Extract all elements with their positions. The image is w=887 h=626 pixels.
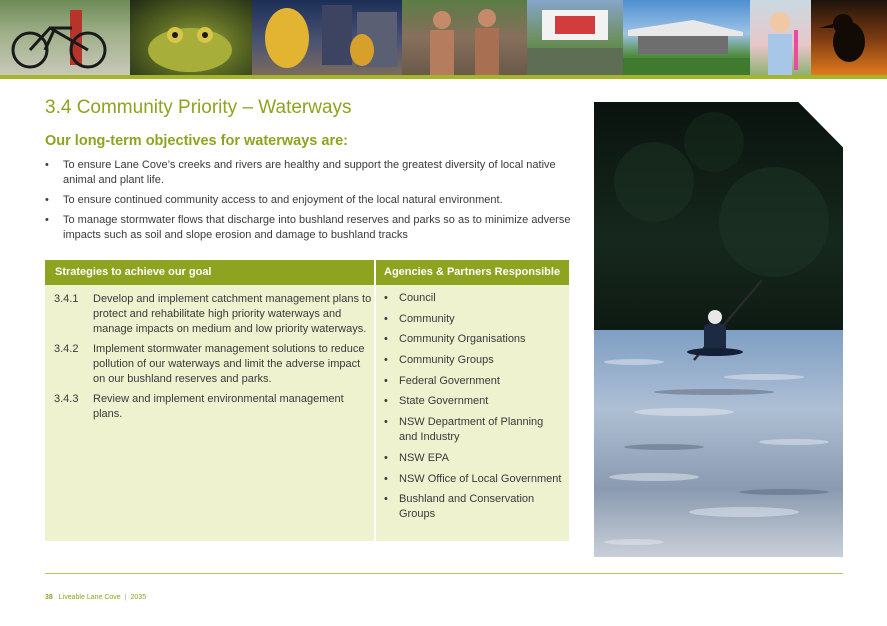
banner-photo-outdoor-concert	[527, 0, 623, 75]
bullet-icon: •	[384, 374, 388, 387]
list-item	[384, 451, 564, 466]
list-item	[384, 415, 564, 445]
list-item	[384, 472, 564, 487]
strategy-number: 3.4.3	[54, 393, 79, 405]
bullet-icon: •	[384, 472, 388, 485]
banner-photo-pavilion	[623, 0, 750, 75]
list-item	[384, 353, 564, 368]
objective-text: To ensure continued community access to and enjoyment of the local natural environment.	[63, 194, 503, 206]
list-item	[45, 193, 575, 208]
agency-name: NSW Department of Planning and Industry	[399, 416, 544, 444]
agencies-column	[384, 291, 564, 528]
strategy-text: Implement stormwater management solutions to reduce pollution of our waterways and limit the adverse impact on our bushland reserves and parks.	[93, 343, 365, 385]
banner-photo-kookaburra-sunset	[811, 0, 887, 75]
page-number: 38	[45, 594, 53, 601]
bullet-icon: •	[384, 312, 388, 325]
table-row	[54, 292, 372, 337]
agency-name: NSW Office of Local Government	[399, 472, 562, 485]
photo-banner	[0, 0, 887, 75]
strategy-number: 3.4.2	[54, 343, 79, 355]
footer-separator: |	[124, 594, 127, 601]
document-year: 2035	[130, 594, 147, 601]
agency-name: Federal Government	[399, 374, 500, 387]
agency-name: Community Groups	[399, 354, 494, 367]
table-row	[54, 392, 372, 422]
section-title: 3.4 Community Priority – Waterways	[45, 97, 352, 118]
page-footer	[45, 594, 146, 601]
banner-divider	[0, 75, 887, 79]
strategy-number: 3.4.1	[54, 293, 79, 305]
strategy-text: Review and implement environmental management plans.	[93, 393, 344, 420]
list-item	[384, 492, 564, 522]
strategies-column	[54, 292, 372, 427]
bullet-icon: •	[384, 395, 388, 408]
list-item	[384, 312, 564, 327]
agency-name: Council	[399, 292, 436, 304]
list-item	[384, 291, 564, 306]
bullet-icon: •	[384, 493, 388, 506]
banner-photo-people	[402, 0, 527, 75]
list-item	[384, 332, 564, 347]
objectives-list	[45, 158, 575, 248]
banner-photo-sculpture-plaza	[252, 0, 402, 75]
agency-name: Community	[399, 312, 455, 325]
column-divider	[374, 260, 376, 541]
banner-photo-frog	[130, 0, 252, 75]
bullet-icon: •	[384, 416, 388, 429]
table-header-strategies: Strategies to achieve our goal	[45, 260, 374, 285]
list-item	[384, 394, 564, 409]
kayaker-photo	[594, 102, 843, 557]
list-item	[384, 374, 564, 389]
bullet-icon: •	[384, 333, 388, 346]
footer-divider	[45, 573, 843, 574]
bullet-icon: •	[384, 451, 388, 464]
objective-text: To manage stormwater flows that discharge into bushland reserves and parks so as to minimize adverse impacts such as soil and slope erosion and damage to bushland tracks	[63, 214, 571, 241]
agency-name: State Government	[399, 395, 489, 408]
banner-photo-bicycle	[0, 0, 130, 75]
strategies-table	[45, 260, 569, 541]
strategy-text: Develop and implement catchment management plans to protect and rehabilitate high priority waterways and manage impacts on medium and low priority waterways.	[93, 293, 372, 335]
list-item	[45, 158, 575, 188]
agency-name: Bushland and Conservation Groups	[399, 493, 535, 521]
bullet-icon: •	[384, 354, 388, 367]
bullet-icon: •	[45, 159, 49, 171]
document-title: Liveable Lane Cove	[58, 594, 121, 601]
table-header-agencies: Agencies & Partners Responsible	[376, 260, 569, 285]
list-item	[45, 213, 575, 243]
objective-text: To ensure Lane Cove’s creeks and rivers are healthy and support the greatest diversity of local native animal and plant life.	[63, 159, 556, 186]
bullet-icon: •	[45, 214, 49, 226]
banner-photo-child	[750, 0, 811, 75]
objectives-heading: Our long-term objectives for waterways are:	[45, 133, 348, 149]
bullet-icon: •	[384, 292, 388, 304]
agency-name: NSW EPA	[399, 451, 449, 464]
bullet-icon: •	[45, 194, 49, 206]
agency-name: Community Organisations	[399, 333, 526, 346]
table-row	[54, 342, 372, 387]
